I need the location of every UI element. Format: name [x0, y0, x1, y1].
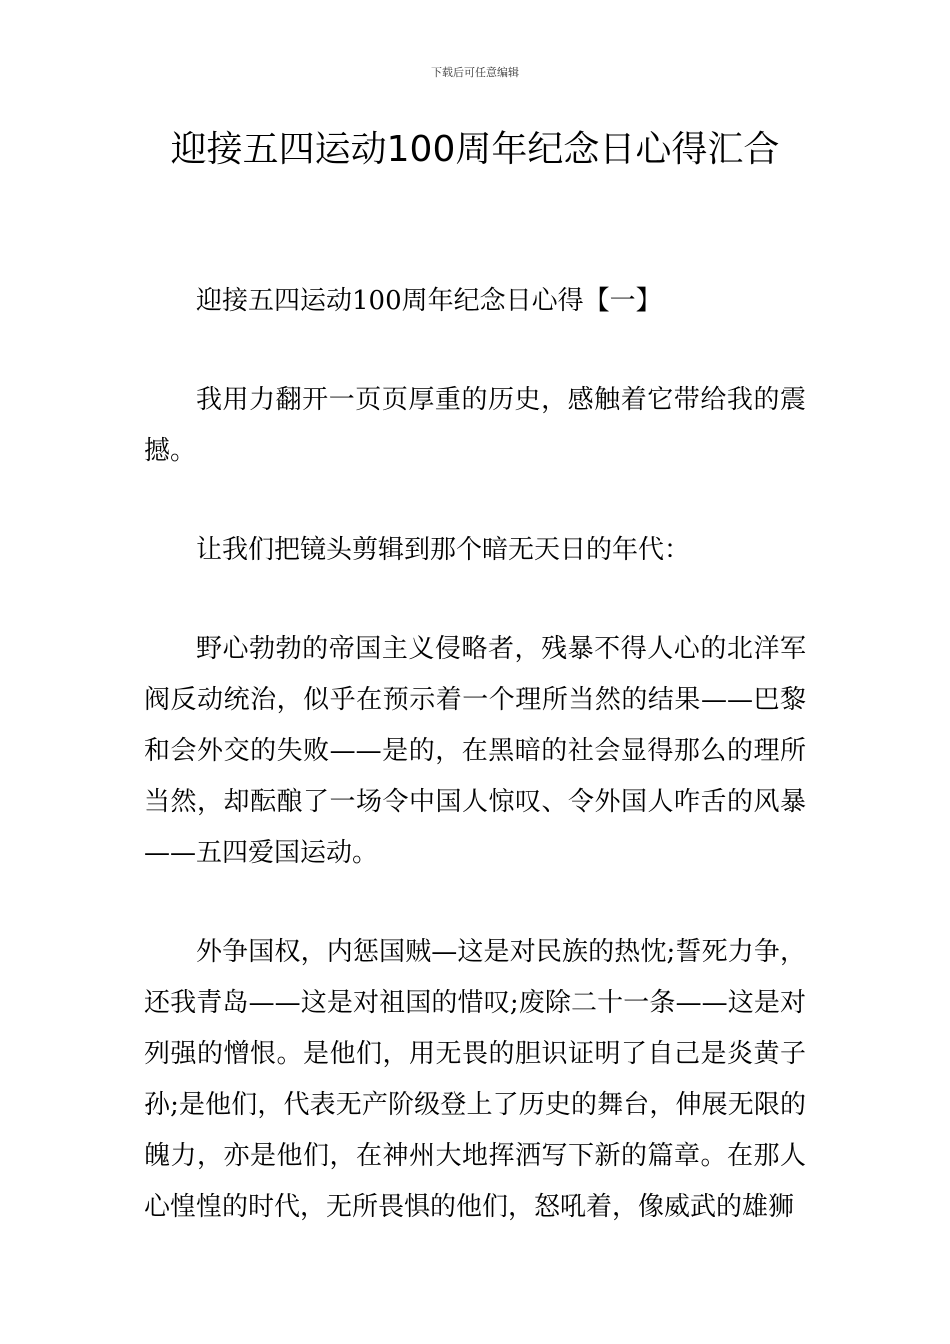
section-heading: 迎接五四运动100周年纪念日心得【一】: [196, 286, 662, 316]
paragraph-2: 让我们把镜头剪辑到那个暗无天日的年代：: [196, 535, 691, 565]
header-note: 下载后可任意编辑: [431, 66, 519, 79]
paragraph-3: 野心勃勃的帝国主义侵略者，残暴不得人心的北洋军阀反动统治，似乎在预示着一个理所当然的结果——巴黎和会外交的失败——是的，在黑暗的社会显得那么的理所当然，却酝酿了一场令中国人惊叹、令外国人咋舌的风暴——五四爱国运动。: [144, 634, 806, 868]
paragraph-4: 外争国权，内惩国贼—这是对民族的热忱;誓死力争，还我青岛——这是对祖国的惜叹;废除二十一条——这是对列强的憎恨。是他们，用无畏的胆识证明了自己是炎黄子孙;是他们，代表无产阶级登上了历史的舞台，伸展无限的魄力，亦是他们，在神州大地挥洒写下新的篇章。在那人心惶惶的时代，无所畏惧的他们，怒吼着，像威武的雄狮: [144, 937, 806, 1222]
paragraph-1: 我用力翻开一页页厚重的历史，感触着它带给我的震撼。: [144, 385, 806, 466]
document-title: 迎接五四运动100周年纪念日心得汇合: [170, 129, 780, 170]
document-body: [144, 276, 806, 1233]
